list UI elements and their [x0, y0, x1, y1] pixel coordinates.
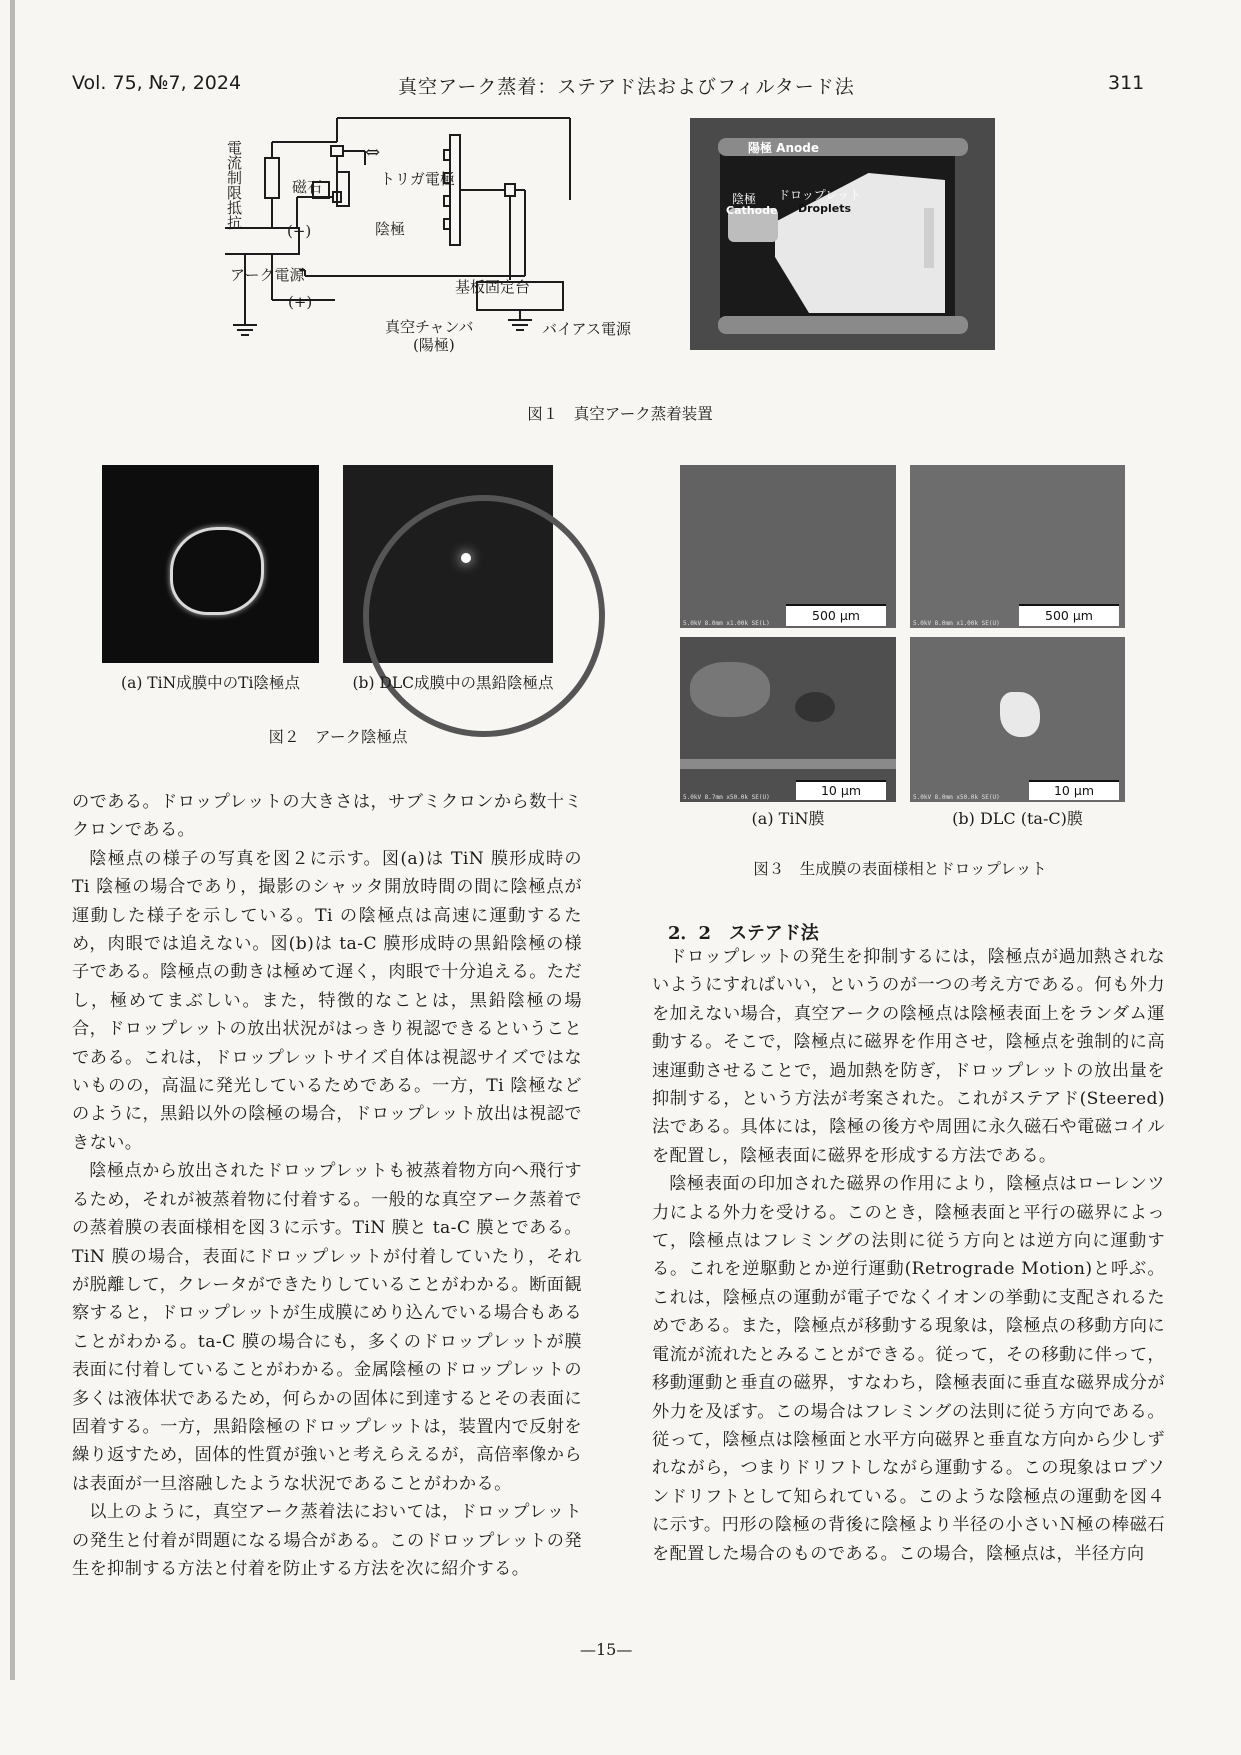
- section-heading: 2．2 ステアド法: [668, 923, 819, 944]
- resistor-symbol: [265, 158, 279, 198]
- paragraph: のである。ドロップレットの大きさは，サブミクロンから数十ミクロンである。: [72, 792, 582, 841]
- figure3-caption-a: (a) TiN膜: [751, 809, 825, 828]
- figure2-caption: 図２ アーク陰極点: [268, 728, 408, 746]
- paragraph: 陰極表面の印加された磁界の作用により，陰極点はローレンツ力による外力を受ける。このとき，陰極表面と平行の磁界によって，陰極点はフレミングの法則に従う方向とは逆方向に運動する。これを逆駆動とか逆行運動(Retrograde Motion)と呼ぶ。これは，陰極点の運動が電子でなくイオンの挙動に支配されるためである。また，陰極点が移動する現象は，陰極点の移動方向に電流が流れたとみることができる。従って，その移動に伴って，移動運動と垂直の磁界，すなわち，陰極表面に垂直な磁界成分が外力を及ぼす。この場合はフレミングの法則に従う方向である。従って，陰極点は陰極面と水平方向磁界と垂直な方向から少しずれながら，つまりドリフトしながら運動する。この現象はロブソンドリフトとして知られている。このような陰極点の運動を図４に示す。円形の陰極の背後に陰極より半径の小さいＮ極の棒磁石を配置した場合のものである。この場合，陰極点は，半径方向: [652, 1174, 1165, 1564]
- plus-label: (+): [288, 293, 313, 311]
- minus-label: (−): [287, 222, 312, 240]
- trigger-node: [331, 146, 343, 156]
- dlc-surface-sem: [910, 465, 1125, 628]
- paragraph: 陰極点の様子の写真を図２に示す。図(a)は TiN 膜形成時の Ti 陰極の場合であり，撮影のシャッタ開放時間の間に陰極点が運動した様子を示している。Ti の陰極点は高速に運動するため，肉眼では追えない。図(b)は ta-C 膜形成時の黒鉛陰極の様子である。陰極点の動きは極めて遅く，肉眼で十分追える。ただし，極めてまぶしい。また，特徴的なことは，黒鉛陰極の場合，ドロップレットの放出状況がはっきり視認できるということである。これは，ドロップレットサイズ自体は視認サイズではないものの，高温に発光しているためである。一方，Ti 陰極などのように，黒鉛以外の陰極の場合，ドロップレット放出は視認できない。: [72, 848, 582, 1153]
- figure3-caption-b: (b) DLC (ta-C)膜: [952, 809, 1083, 828]
- substrate-holder: [450, 135, 460, 245]
- chamber-label: 真空チャンバ: [385, 318, 474, 336]
- paragraph: 陰極点から放出されたドロップレットも被蒸着物方向へ飛行するため，それが被蒸着物に付着する。一般的な真空アーク蒸着での蒸着膜の表面様相を図３に示す。TiN 膜と ta-C 膜とである。TiN 膜の場合，表面にドロップレットが付着していたり，それが脱離して，クレータができたりしていることがわかる。断面観察すると，ドロップレットが生成膜にめり込んでいる場合もあることがわかる。ta-C 膜の場合にも，多くのドロップレットが膜表面に付着していることがわかる。金属陰極のドロップレットの多くは液体状であるため，何らかの固体に到達するとその表面に固着する。一方，黒鉛陰極のドロップレットは，装置内で反射を繰り返すため，固体的性質が強いと考えらえるが，高倍率像からは表面が一旦溶融したような状況であることがわかる。: [72, 1161, 582, 1494]
- scan-edge-line: [10, 0, 15, 1680]
- scale-bar-label: 10 μm: [1029, 780, 1119, 800]
- scale-bar-label: 500 μm: [1019, 604, 1119, 626]
- cathode-en-label: Cathode: [726, 204, 778, 217]
- scale-bar-label: 10 μm: [796, 780, 886, 800]
- figure2-caption-a: (a) TiN成膜中のTi陰極点: [121, 674, 300, 692]
- page-number: 311: [1108, 72, 1145, 94]
- scale-bar-label: 500 μm: [786, 604, 886, 626]
- graphite-cathode-spot-photo: [343, 465, 553, 663]
- droplet-en-label: Droplets: [798, 202, 852, 215]
- chamber-anode-label: (陽極): [413, 336, 455, 354]
- footer-page-label: —15—: [580, 1640, 633, 1659]
- running-title: 真空アーク蒸着：ステアド法およびフィルタード法: [398, 76, 855, 98]
- droplet-jp-label: ドロップレット: [778, 188, 862, 202]
- cathode-jp-label: 陰極: [732, 192, 757, 206]
- arc-power-label: アーク電源: [230, 266, 305, 284]
- figure2-caption-b: (b) DLC成膜中の黒鉛陰極点: [352, 674, 554, 692]
- arc-apparatus-photo: [690, 118, 995, 350]
- figure3-caption: 図３ 生成膜の表面様相とドロップレット: [753, 860, 1047, 878]
- resistor-label: 電流制限抵抗: [225, 140, 243, 230]
- dlc-droplet-sem: [910, 637, 1125, 802]
- magnet-label: 磁石: [292, 178, 323, 196]
- bias-node: [505, 184, 515, 196]
- figure1-caption: 図１ 真空アーク蒸着装置: [527, 405, 713, 423]
- sem-info: 5.0kV 8.0mm x1.00k SE(U): [913, 620, 1000, 627]
- bias-power-label: バイアス電源: [542, 320, 631, 338]
- paragraph: ドロップレットの発生を抑制するには，陰極点が過加熱されないようにすればいい，というのが一つの考え方である。何も外力を加えない場合，真空アークの陰極点は陰極表面上をランダム運動する。そこで，陰極点に磁界を作用させ，陰極点を強制的に高速運動させることで，過加熱を防ぎ，ドロップレットの放出量を抑制する，という方法が考案された。これがステアド(Steered)法である。具体には，陰極の後方や周囲に永久磁石や電磁コイルを配置し，陰極表面に磁界を形成する方法である。: [652, 947, 1165, 1166]
- arrow-glyph: ⇔: [365, 142, 381, 163]
- left-body-text: [72, 788, 582, 1583]
- anode-label: 陽極 Anode: [748, 141, 819, 155]
- sem-info: 5.0kV 8.7mm x50.0k SE(U): [683, 794, 770, 801]
- ti-cathode-spot-photo: [102, 465, 319, 663]
- sem-info: 5.0kV 8.0mm x50.0k SE(U): [913, 794, 1000, 801]
- cathode-label: 陰極: [375, 220, 406, 238]
- trigger-label: トリガ電極: [380, 170, 455, 188]
- tin-droplet-sem: [680, 637, 896, 802]
- substrate-holder-label: 基板固定台: [455, 278, 531, 296]
- right-body-text: [652, 943, 1165, 1568]
- sem-info: 5.0kV 8.0mm x1.00k SE(L): [683, 620, 770, 627]
- tin-surface-sem: [680, 465, 896, 628]
- volume-label: Vol. 75, №7, 2024: [72, 72, 242, 94]
- paragraph: 以上のように，真空アーク蒸着法においては，ドロップレットの発生と付着が問題になる場合がある。このドロップレットの発生を抑制する方法と付着を防止する方法を次に紹介する。: [72, 1502, 582, 1579]
- cathode-symbol: [337, 172, 349, 206]
